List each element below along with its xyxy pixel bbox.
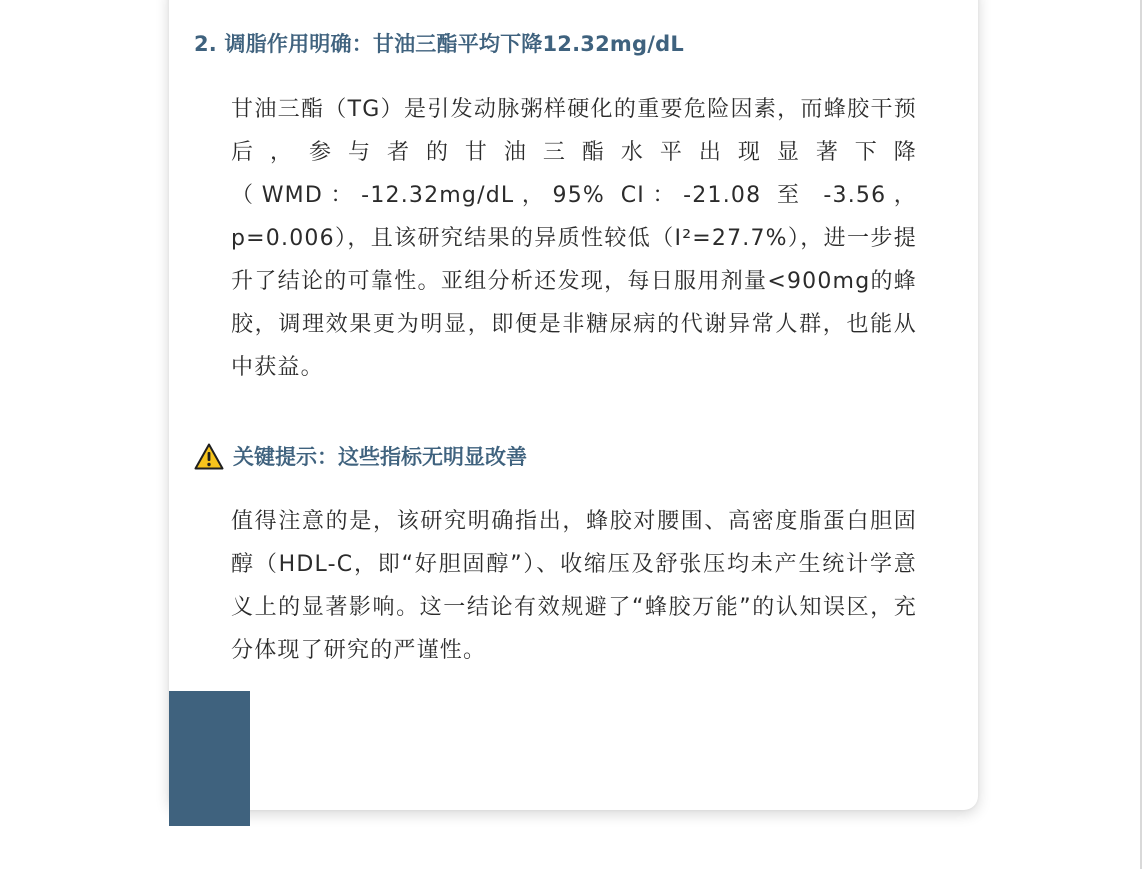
section-heading: 2. 调脂作用明确：甘油三酯平均下降12.32mg/dL bbox=[194, 32, 684, 56]
decorative-corner-block bbox=[169, 691, 250, 826]
warning-heading bbox=[194, 441, 527, 471]
warning-heading-label: 关键提示：这些指标无明显改善 bbox=[233, 445, 527, 469]
warning-triangle-icon bbox=[194, 443, 224, 470]
paragraph-no-improvement: 值得注意的是，该研究明确指出，蜂胶对腰围、高密度脂蛋白胆固醇（HDL-C，即“好胆固醇”）、收缩压及舒张压均未产生统计学意义上的显著影响。这一结论有效规避了“蜂胶万能”的认知误区，充分体现了研究的严谨性。 bbox=[231, 509, 917, 663]
paragraph-triglyceride: 甘油三酯（TG）是引发动脉粥样硬化的重要危险因素，而蜂胶干预后，参与者的甘油三酯水平出现显著下降（WMD：-12.32mg/dL，95% CI：-21.08 至 -3.56，p=0.006），且该研究结果的异质性较低（I²=27.7%），进一步提升了结论的可靠性。亚组分析还发现，每日服用剂量<900mg的蜂胶，调理效果更为明显，即便是非糖尿病的代谢异常人群，也能从中获益。 bbox=[231, 97, 917, 380]
